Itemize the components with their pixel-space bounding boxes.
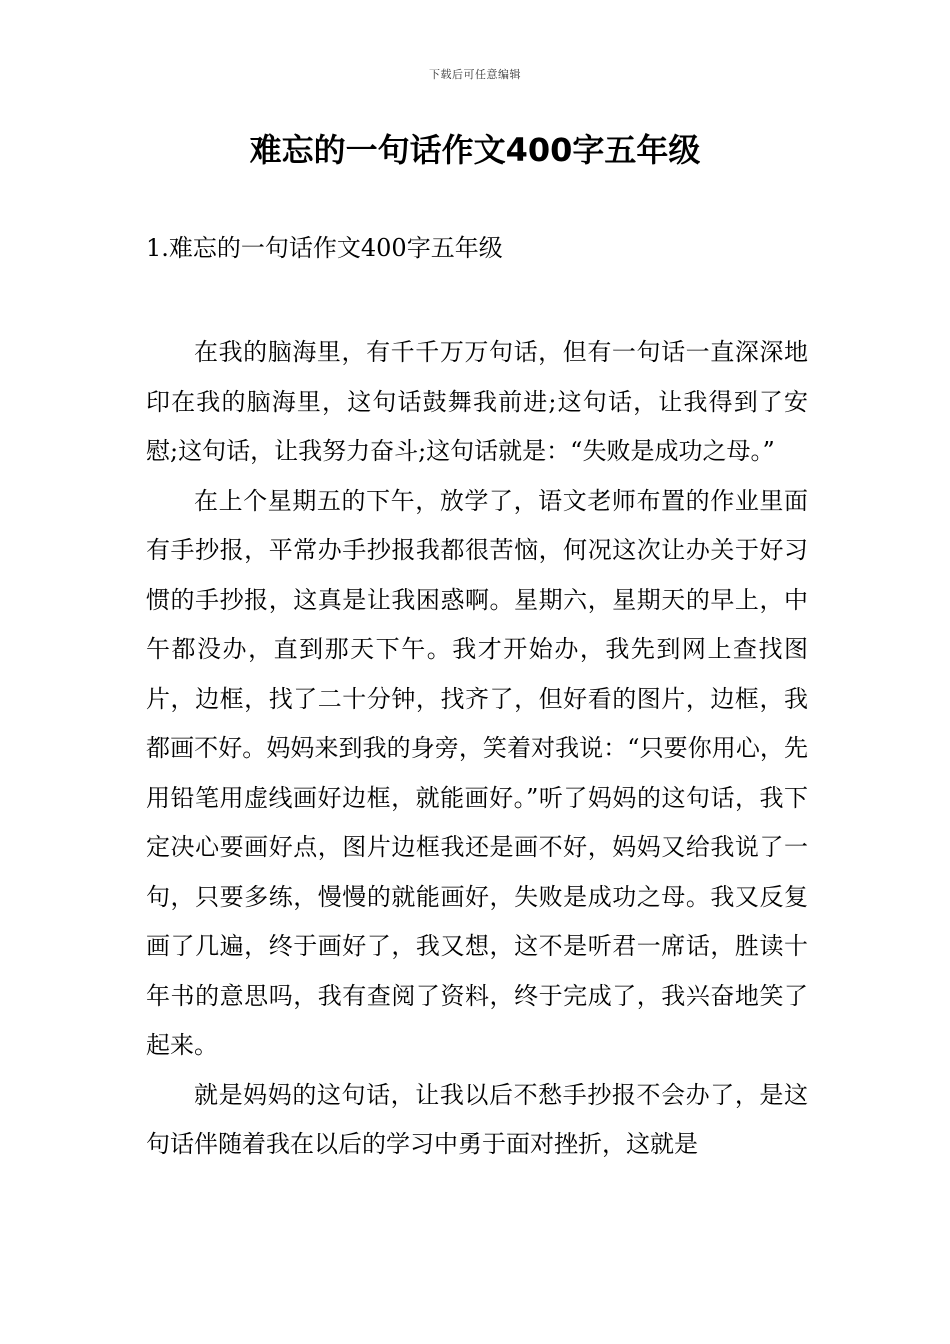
paragraph-3: 就是妈妈的这句话，让我以后不愁手抄报不会办了，是这句话伴随着我在以后的学习中勇于面对挫折，这就是 xyxy=(146,1080,808,1158)
section-heading: 1.难忘的一句话作文400字五年级 xyxy=(146,234,503,262)
paragraph-2: 在上个星期五的下午，放学了，语文老师布置的作业里面有手抄报，平常办手抄报我都很苦恼，何况这次让办关于好习惯的手抄报，这真是让我困惑啊。星期六，星期天的早上，中午都没办，直到那天下午。我才开始办，我先到网上查找图片，边框，找了二十分钟，找齐了，但好看的图片，边框，我都画不好。妈妈来到我的身旁，笑着对我说：“只要你用心，先用铅笔用虚线画好边框，就能画好。”听了妈妈的这句话，我下定决心要画好点，图片边框我还是画不好，妈妈又给我说了一句，只要多练，慢慢的就能画好，失败是成功之母。我又反复画了几遍，终于画好了，我又想，这不是听君一席话，胜读十年书的意思吗，我有查阅了资料，终于完成了，我兴奋地笑了起来。 xyxy=(146,486,808,1059)
paragraph-1: 在我的脑海里，有千千万万句话，但有一句话一直深深地印在我的脑海里，这句话鼓舞我前进;这句话，让我得到了安慰;这句话，让我努力奋斗;这句话就是：“失败是成功之母。” xyxy=(146,338,808,465)
document-body xyxy=(146,328,808,1170)
document-title: 难忘的一句话作文400字五年级 xyxy=(249,131,701,169)
header-note: 下载后可任意编辑 xyxy=(429,68,521,81)
